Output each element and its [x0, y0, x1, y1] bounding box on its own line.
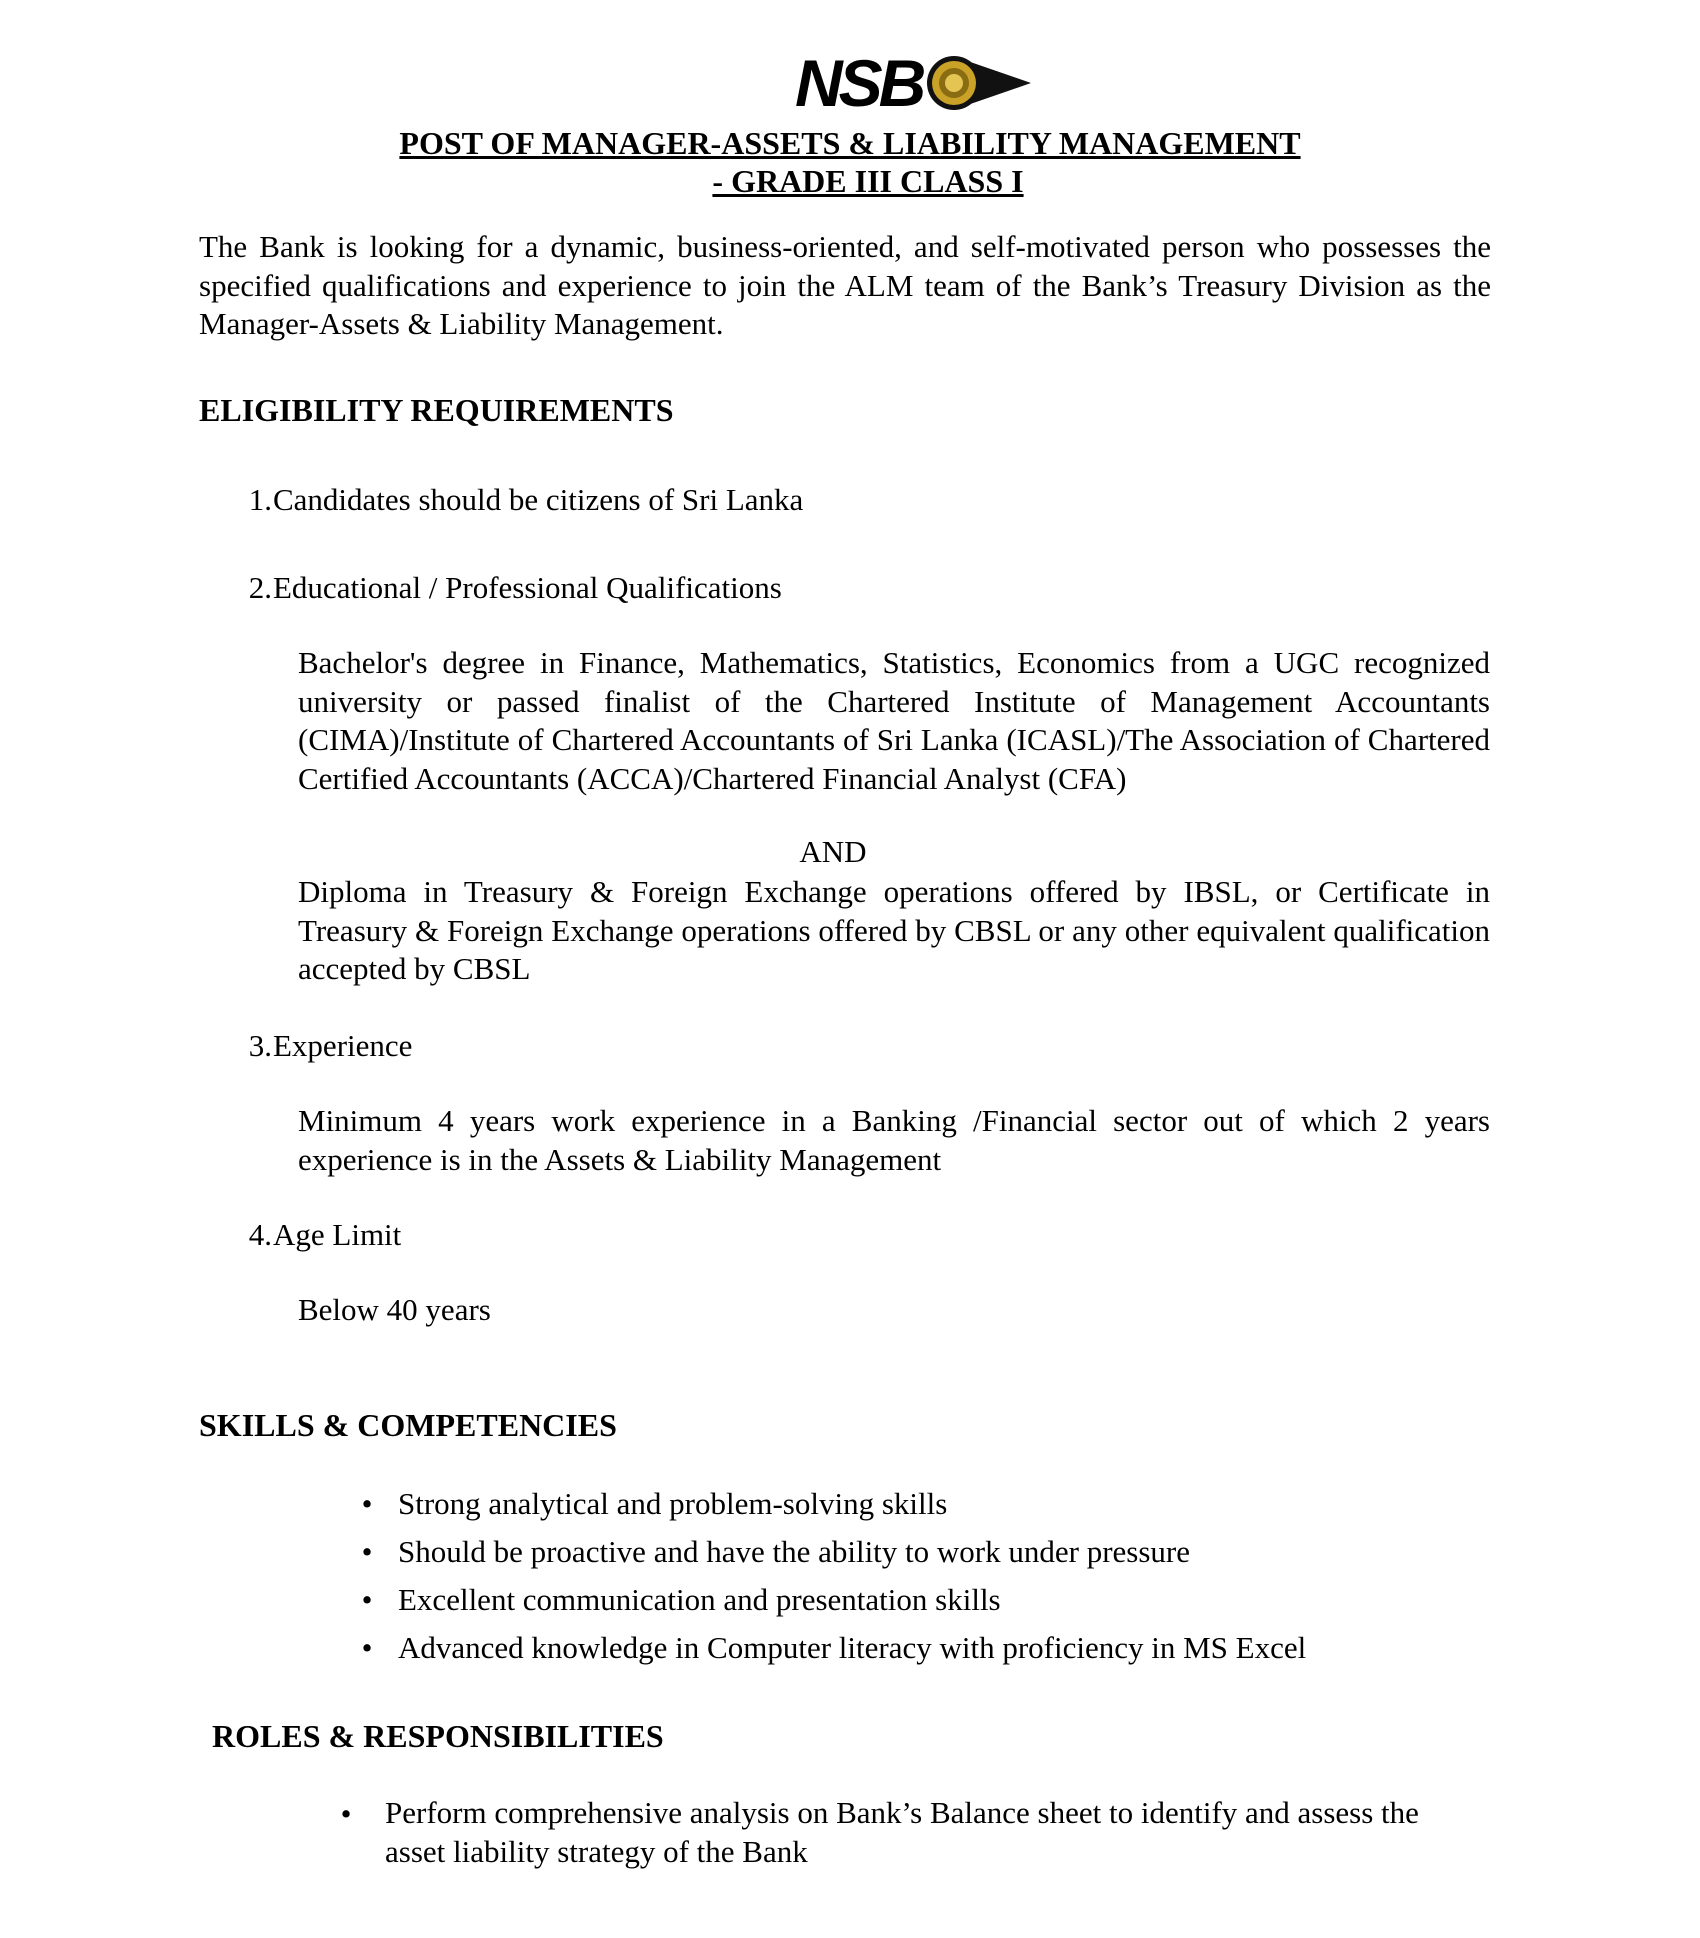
logo-wordmark: NSB	[795, 46, 923, 120]
bullet-icon: •	[361, 1486, 373, 1521]
age-limit-text: Below 40 years	[298, 1292, 491, 1327]
bullet-icon: •	[361, 1630, 373, 1665]
item-title: Educational / Professional Qualifications	[273, 570, 782, 605]
education-requirement-text: Bachelor's degree in Finance, Mathematics, Statistics, Economics from a UGC recognized university or passed finalist of the Chartered Institute of Management Accountants (CIMA)/Institute of Chartered Accountants of Sri Lanka (ICASL)/The Association of Chartered Certified Accountants (ACCA)/Chartered Financial Analyst (CFA)	[298, 645, 1490, 796]
roles-heading: ROLES & RESPONSIBILITIES	[212, 1718, 664, 1754]
page-title-line-2: - GRADE III CLASS I	[712, 163, 1024, 199]
page-title-line-1: POST OF MANAGER-ASSETS & LIABILITY MANAGEMENT	[399, 125, 1301, 161]
list-item: • Perform comprehensive analysis on Bank’s Balance sheet to identify and assess the asset liability strategy of the Bank	[334, 1794, 1484, 1871]
roles-list	[334, 1794, 1484, 1871]
bullet-icon: •	[361, 1534, 373, 1569]
diploma-requirement-text: Diploma in Treasury & Foreign Exchange operations offered by IBSL, or Certificate in Treasury & Foreign Exchange operations offered by CBSL or any other equivalent qualification accepted by CBSL	[298, 874, 1490, 986]
list-item: • Should be proactive and have the ability to work under pressure	[355, 1532, 1455, 1580]
skills-list	[355, 1484, 1455, 1676]
skills-heading: SKILLS & COMPETENCIES	[199, 1407, 617, 1443]
item-title: Experience	[273, 1028, 413, 1063]
intro-paragraph: The Bank is looking for a dynamic, business-oriented, and self-motivated person who possesses the specified qualifications and experience to join the ALM team of the Bank’s Treasury Division as the Manager-Assets & Liability Management.	[199, 229, 1491, 341]
item-number: 2.	[248, 570, 272, 605]
item-number: 1.	[248, 482, 272, 517]
list-item: • Excellent communication and presentation skills	[355, 1580, 1455, 1628]
item-title: Candidates should be citizens of Sri Lanka	[273, 482, 804, 517]
experience-requirement-text: Minimum 4 years work experience in a Banking /Financial sector out of which 2 years experience is in the Assets & Liability Management	[298, 1103, 1490, 1177]
item-number: 3.	[248, 1028, 272, 1063]
eligibility-heading: ELIGIBILITY REQUIREMENTS	[199, 392, 674, 428]
list-item: • Advanced knowledge in Computer literacy with proficiency in MS Excel	[355, 1628, 1455, 1676]
bullet-icon: •	[361, 1582, 373, 1617]
logo-emblem-icon	[923, 52, 1033, 114]
list-item: • Strong analytical and problem-solving skills	[355, 1484, 1455, 1532]
item-number: 4.	[248, 1217, 272, 1252]
bullet-icon: •	[340, 1796, 352, 1831]
item-title: Age Limit	[273, 1217, 402, 1252]
and-connector: AND	[799, 834, 867, 869]
nsb-logo	[795, 48, 1035, 118]
